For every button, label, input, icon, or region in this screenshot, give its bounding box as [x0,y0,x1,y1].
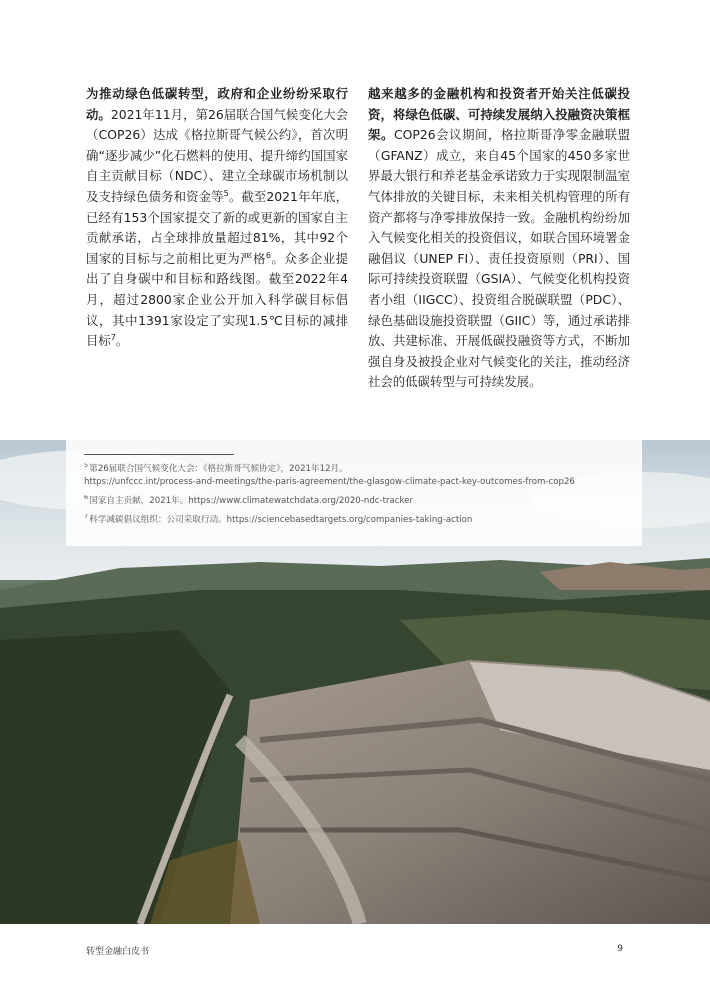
left-text-2: 。截至2021年年底，已经有153个国家提交了新的或更新的国家自主贡献承诺，占全球排放量超过81%，其中92个国家的目标与之前相比更为严格 [86,188,348,266]
footnote-7 [84,514,624,527]
right-paragraph [368,84,630,393]
footnotes-panel [66,440,642,546]
footer-publication-title: 转型金融白皮书 [86,947,150,957]
footnote-5 [84,463,624,489]
footnote-5-number: 5 [84,463,89,470]
left-paragraph [86,84,348,352]
footnote-6-text[interactable]: 国家自主贡献，2021年。https://www.climatewatchdata.org/2020-ndc-tracker [89,496,413,506]
footnote-5-url[interactable]: https://unfccc.int/process-and-meetings/the-paris-agreement/the-glasgow-climate-pact-key-outcomes-from-cop26 [84,477,575,487]
left-text-3: 。众多企业提出了自身碳中和目标和路线图。截至2022年4月，超过2800家企业公开加入科学碳目标倡议，其中1391家设定了实现1.5℃目标的减排目标 [86,250,349,349]
footnote-7-number: 7 [84,514,89,521]
footnote-rule [84,454,234,455]
left-text-1: 2021年11月，第26届联合国气候变化大会（COP26）达成《格拉斯哥气候公约》，首次明确“逐步减少”化石燃料的使用、提升缔约国国家自主贡献目标（NDC）、建立全球碳市场机制以及支持绿色债务和资金等 [86,106,348,204]
right-text-1: COP26会议期间，格拉斯哥净零金融联盟（GFANZ）成立，来自45个国家的450多家世界最大银行和养老基金承诺致力于实现限制温室气体排放的关键目标，未来相关机构管理的所有资产都将与净零排放保持一致。金融机构纷纷加入气候变化相关的投资倡议，如联合国环境署金融倡议（UNEP FI）、责任投资原则（PRI）、国际可持续投资联盟（GSIA）、气候变化机构投资者小组（IIGCC）、投资组合脱碳联盟（PDC）、绿色基础设施投资联盟（GIIC）等，通过承诺排放、共建标准、开展低碳投融资等方式，不断加强自身及被投企业对气候变化的关注，推动经济社会的低碳转型与可持续发展。 [368,127,631,390]
footnote-ref-6[interactable]: 6 [265,250,271,260]
left-text-4: 。 [115,333,129,349]
footnote-5-text: 第26届联合国气候变化大会：《格拉斯哥气候协定》，2021年12月。 [89,464,348,474]
right-lead-heading: 越来越多的金融机构和投资者开始关注低碳投资，将绿色低碳、可持续发展纳入投融资决策框架。 [368,86,630,143]
footnote-7-text[interactable]: 科学减碳倡议组织：公司采取行动。https://sciencebasedtargets.org/companies-taking-action [89,515,473,525]
footnote-ref-5[interactable]: 5 [223,188,229,198]
page-number: 9 [617,944,623,954]
left-column [86,84,348,352]
footnote-6 [84,495,624,508]
right-column [368,84,630,393]
left-lead-heading: 为推动绿色低碳转型，政府和企业纷纷采取行动。 [86,86,348,122]
footnote-6-number: 6 [84,495,89,502]
footnote-ref-7[interactable]: 7 [110,333,116,342]
